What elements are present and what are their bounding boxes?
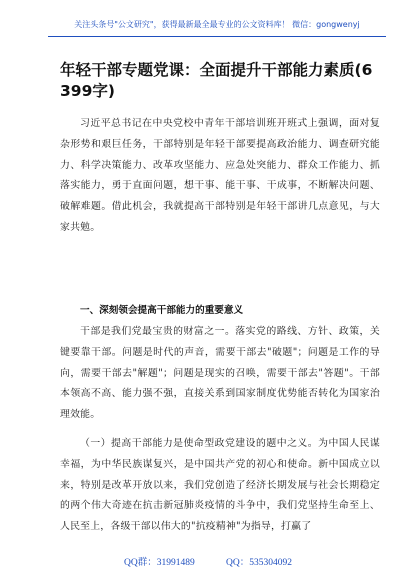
document-title: 年轻干部专题党课：全面提升干部能力素质(6399字) (60, 61, 373, 100)
footer-contact (0, 552, 408, 570)
section-heading-1: 一、深刻领会提高干部能力的重要意义 (80, 305, 244, 316)
body-paragraph-3: （一）提高干部能力是使命型政党建设的题中之义。为中国人民谋幸福，为中华民族谋复兴，是中国共产党的初心和使命。新中国成立以来，特别是改革开放以来，我们党创造了经济长期发展与社会长期稳定的两个伟大奇迹在抗击新冠肺炎疫情的斗争中，我们党坚持生命至上、人民至上，各级干部以伟大的"抗疫精神"为指导，打赢了 (60, 438, 380, 533)
header-banner: 关注头条号"公文研究"，获得最新最全最专业的公文资料库！ 微信：gongwenyj (48, 14, 386, 37)
qq-contact-label: QQ：535304092 (226, 558, 292, 568)
intro-paragraph: 习近平总书记在中央党校中青年干部培训班开班式上强调，面对复杂形势和艰巨任务，干部特别是年轻干部要提高政治能力、调查研究能力、科学决策能力、改革攻坚能力、应急处突能力、群众工作能力、抓落实能力，勇于直面问题，想干事、能干事、干成事，不断解决问题、破解难题。借此机会，我就提高干部特别是年轻干部讲几点意见，与大家共勉。 (60, 118, 380, 233)
qq-group-label: QQ群：31991489 (124, 558, 195, 568)
body-paragraph-2: 干部是我们党最宝贵的财富之一。落实党的路线、方针、政策，关键要靠干部。问题是时代的声音，需要干部去"破题"；问题是工作的导向，需要干部去"解题"；问题是现实的召唤，需要干部去"答题"。干部本领高不高、能力强不强，直接关系到国家制度优势能否转化为国家治理效能。 (60, 326, 380, 421)
